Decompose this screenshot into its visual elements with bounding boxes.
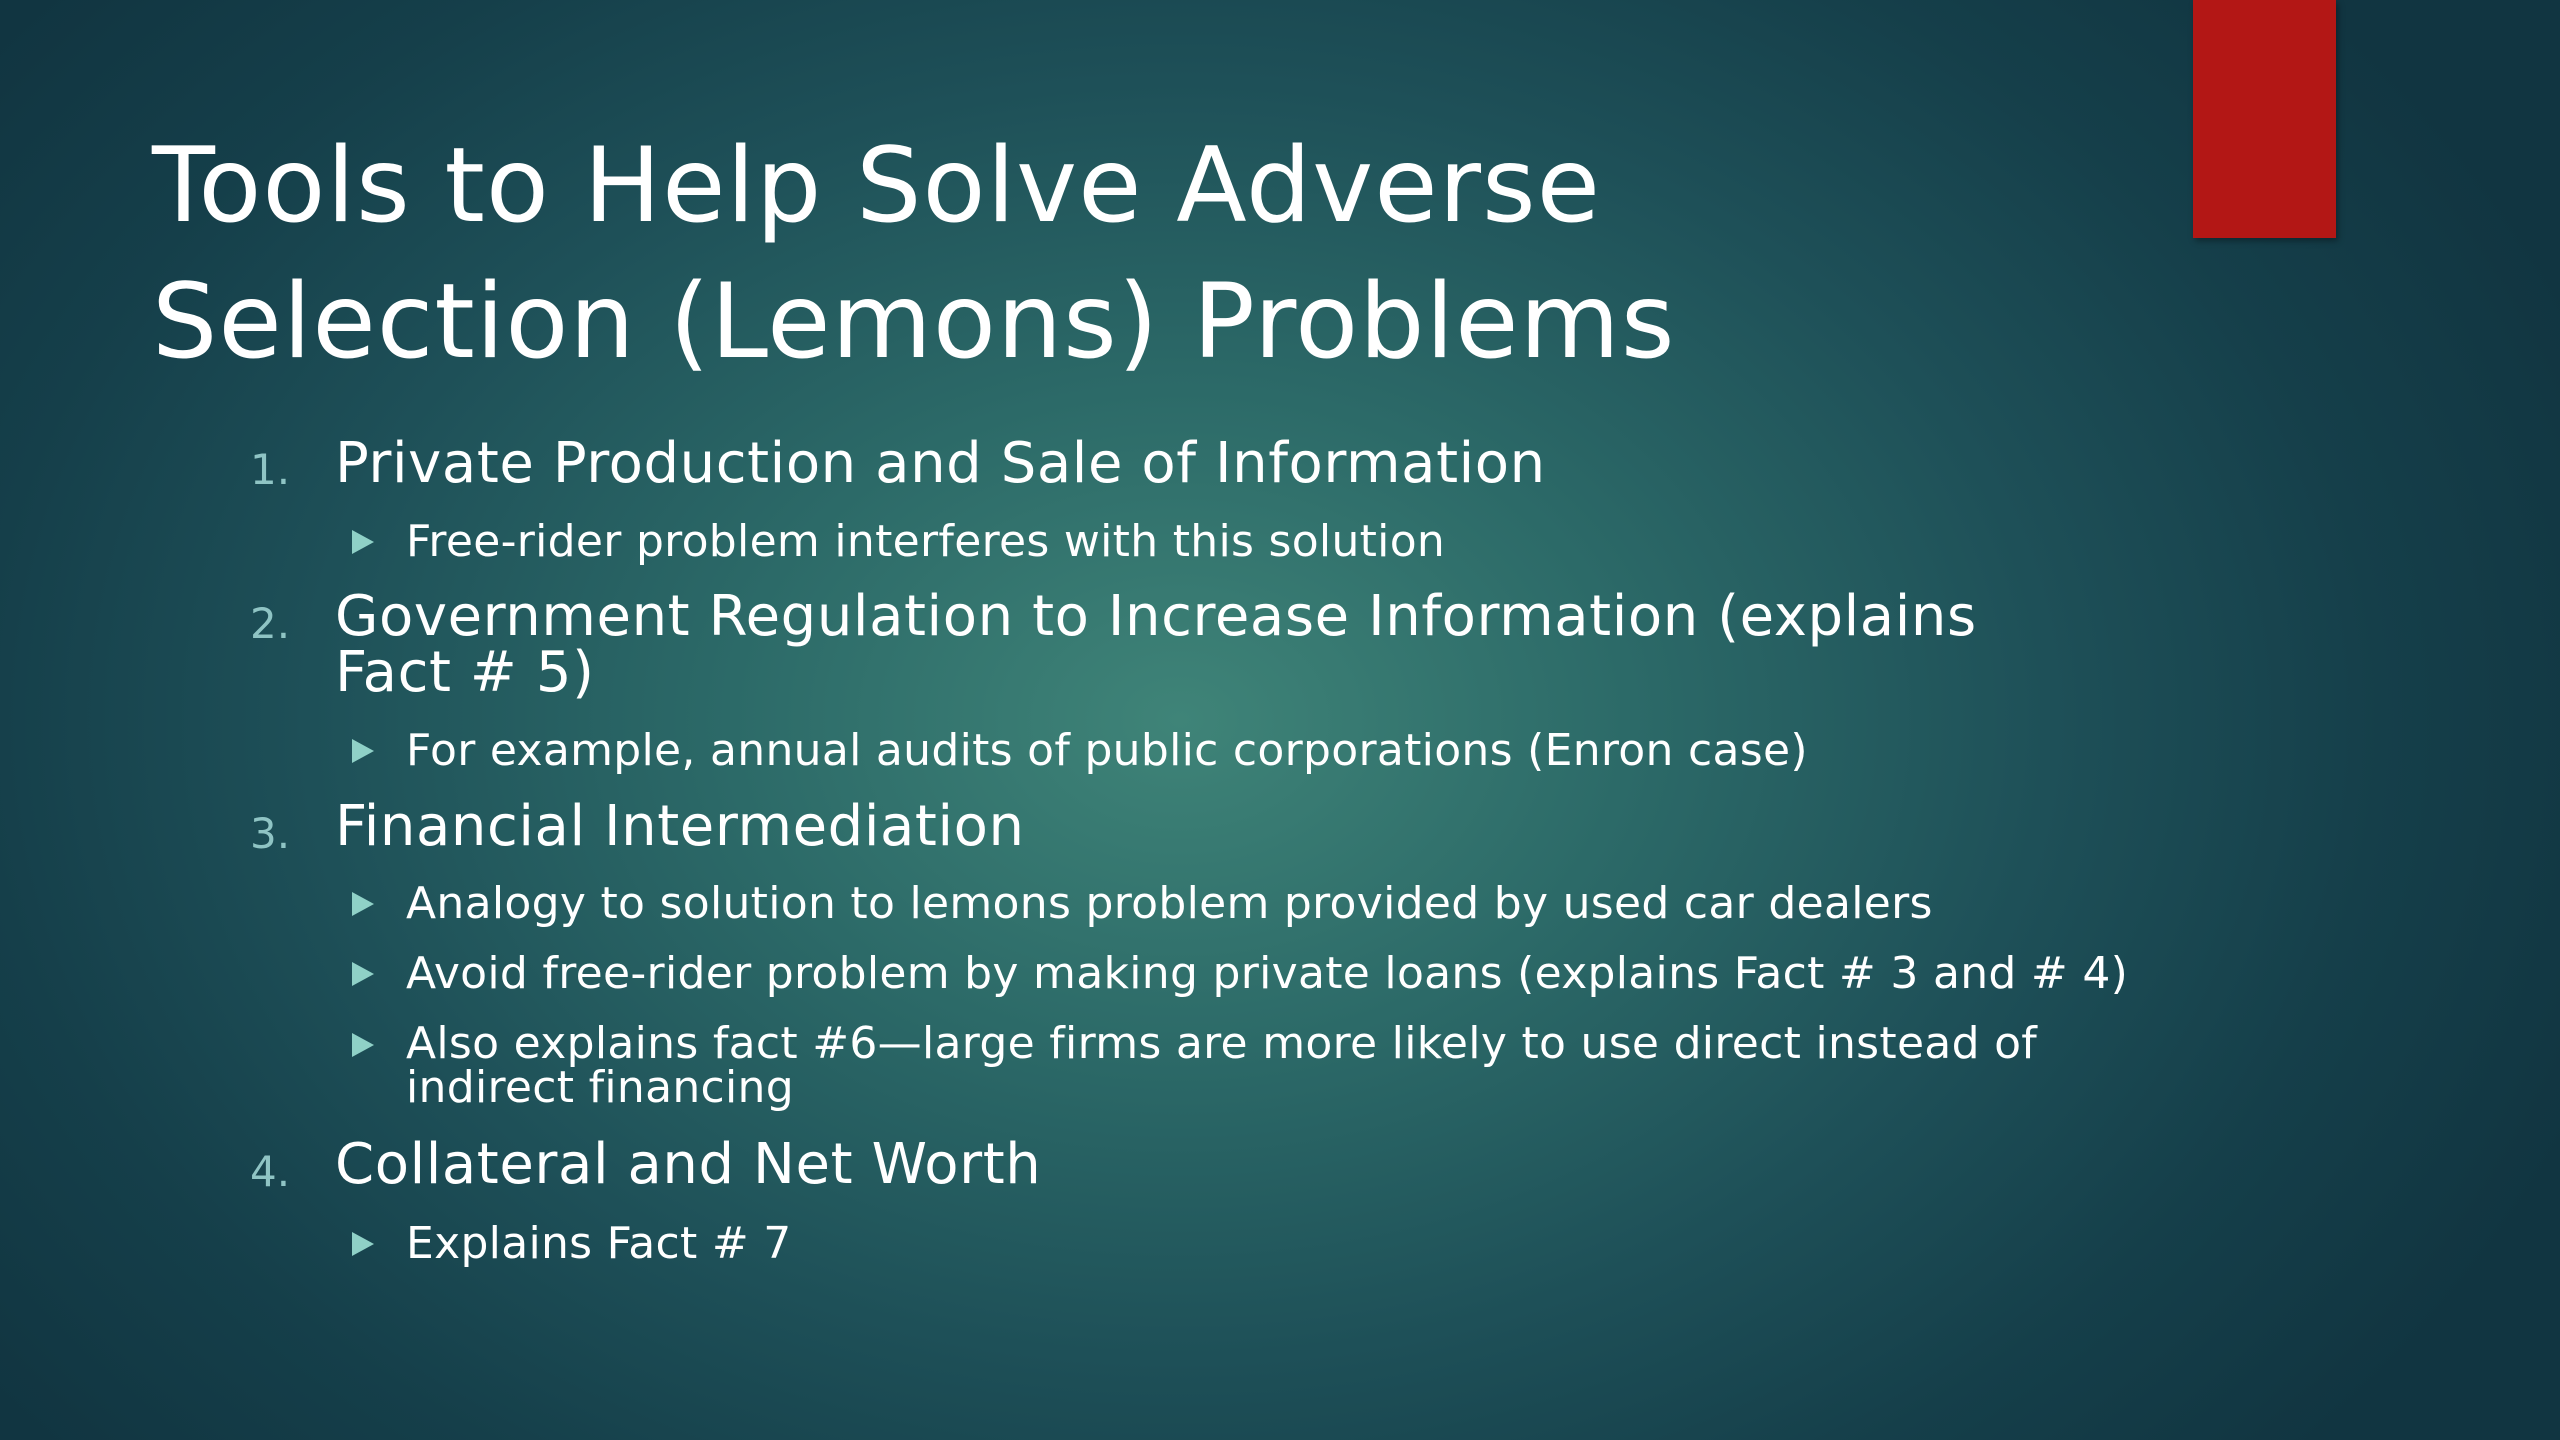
sub-item-3-2: Avoid free-rider problem by making private loans (explains Fact # 3 and # 4) (406, 948, 2129, 999)
bullet-arrow-icon (352, 1232, 374, 1256)
list-item-2-line-2: Fact # 5) (335, 640, 595, 705)
bullet-arrow-icon (352, 1033, 374, 1057)
bullet-arrow-icon (352, 962, 374, 986)
list-number-2: 2. (250, 599, 291, 648)
list-number-1: 1. (250, 445, 291, 494)
list-number-4: 4. (250, 1147, 291, 1196)
list-item-4: Collateral and Net Worth (335, 1132, 1042, 1197)
list-item-1: Private Production and Sale of Information (335, 431, 1546, 496)
bullet-arrow-icon (352, 892, 374, 916)
list-item-3: Financial Intermediation (335, 794, 1025, 859)
list-number-3: 3. (250, 809, 291, 858)
bullet-arrow-icon (352, 530, 374, 554)
sub-item-3-1: Analogy to solution to lemons problem provided by used car dealers (406, 878, 1933, 929)
title-line-2: Selection (Lemons) Problems (152, 262, 1676, 382)
sub-item-3-3-line-1: Also explains fact #6—large firms are more likely to use direct instead of (406, 1018, 2038, 1069)
sub-item-3-3-line-2: indirect financing (406, 1062, 794, 1113)
title-line-1: Tools to Help Solve Adverse (152, 126, 1601, 246)
bullet-arrow-icon (352, 739, 374, 763)
sub-item-4-1: Explains Fact # 7 (406, 1218, 792, 1269)
sub-item-2-1: For example, annual audits of public corporations (Enron case) (406, 725, 1808, 776)
list-item-2-line-1: Government Regulation to Increase Information (explains (335, 584, 1977, 649)
sub-item-1-1: Free-rider problem interferes with this solution (406, 516, 1446, 567)
